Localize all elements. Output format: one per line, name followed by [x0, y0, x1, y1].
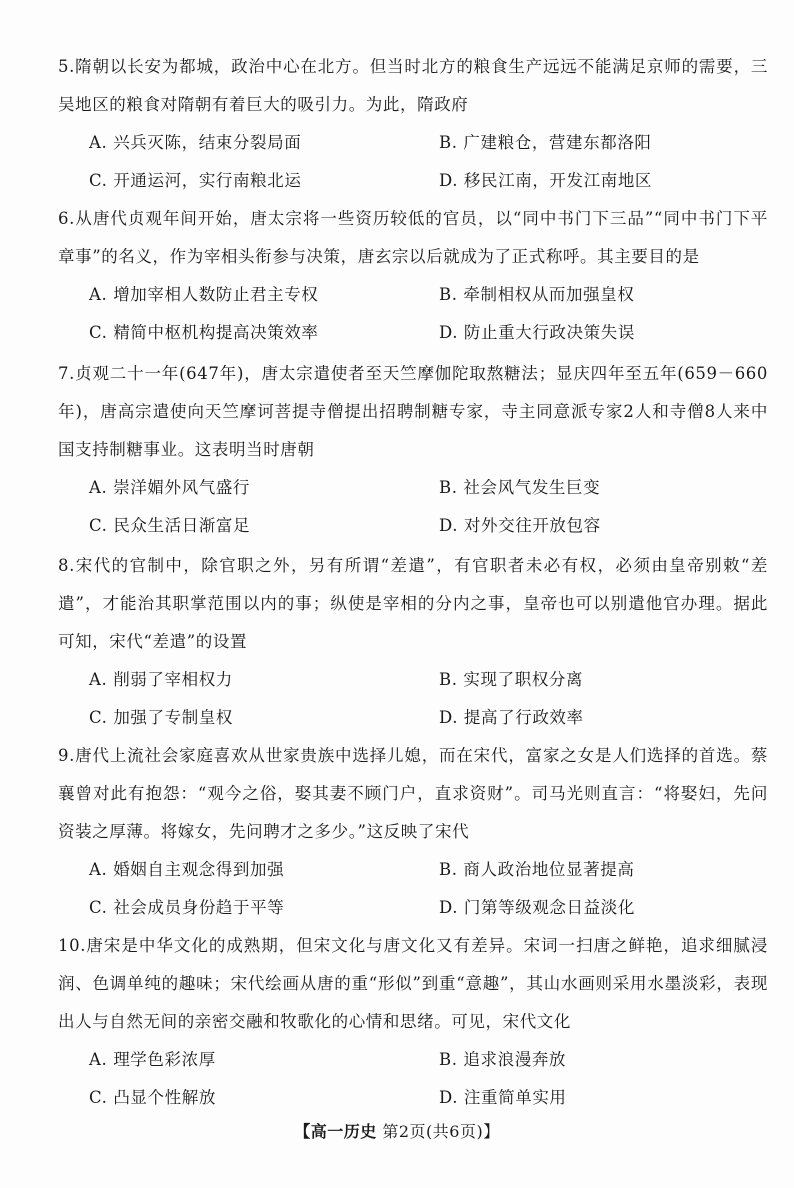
option-d: D. 注重简单实用	[439, 1088, 567, 1107]
option-a: A. 崇洋媚外风气盛行	[89, 478, 251, 497]
question-stem: 5.隋朝以长安为都城，政治中心在北方。但当时北方的粮食生产远远不能满足京师的需要，三吴地区的粮食对隋朝有着巨大的吸引力。为此，隋政府	[58, 57, 768, 114]
option-c: C. 开通运河，实行南粮北运	[89, 171, 302, 190]
options	[58, 469, 768, 545]
option-d: D. 移民江南，开发江南地区	[439, 171, 653, 190]
question-stem: 10.唐宋是中华文化的成熟期，但宋文化与唐文化又有差异。宋词一扫唐之鲜艳，追求细腻浸润、色调单纯的趣味；宋代绘画从唐的重“形似”到重“意趣”，其山水画则采用水墨淡彩，表现出人与自然无间的亲密交融和牧歌化的心情和思绪。可见，宋代文化	[58, 936, 768, 1031]
option-b: B. 商人政治地位显著提高	[439, 860, 635, 879]
footer-subject: 【高一历史	[294, 1122, 377, 1141]
option-b: B. 实现了职权分离	[439, 670, 584, 689]
option-a: A. 兴兵灭陈，结束分裂局面	[89, 133, 302, 152]
option-c: C. 精简中枢机构提高决策效率	[89, 323, 319, 342]
question-stem: 6.从唐代贞观年间开始，唐太宗将一些资历较低的官员，以“同中书门下三品”“同中书门下平章事”的名义，作为宰相头衔参与决策，唐玄宗以后就成为了正式称呼。其主要目的是	[58, 209, 768, 266]
options	[58, 851, 768, 927]
question-6	[58, 200, 768, 352]
option-a: A. 削弱了宰相权力	[89, 670, 233, 689]
question-stem: 8.宋代的官制中，除官职之外，另有所谓“差遣”，有官职者未必有权，必须由皇帝别敕“差遣”，才能治其职掌范围以内的事；纵使是宰相的分内之事，皇帝也可以别遣他官办理。据此可知，宋代“差遣”的设置	[58, 556, 768, 651]
option-d: D. 提高了行政效率	[439, 708, 584, 727]
option-d: D. 防止重大行政决策失误	[439, 323, 635, 342]
question-stem: 7.贞观二十一年(647年)，唐太宗遣使者至天竺摩伽陀取熬糖法；显庆四年至五年(659－660年)，唐高宗遣使向天竺摩诃菩提寺僧提出招聘制糖专家，寺主同意派专家2人和寺僧8人来中国支持制糖事业。这表明当时唐朝	[58, 364, 768, 459]
option-b: B. 牵制相权从而加强皇权	[439, 285, 635, 304]
option-d: D. 对外交往开放包容	[439, 516, 601, 535]
option-a: A. 理学色彩浓厚	[89, 1050, 216, 1069]
option-b: B. 广建粮仓，营建东都洛阳	[439, 133, 652, 152]
option-b: B. 社会风气发生巨变	[439, 478, 601, 497]
page-footer	[0, 1120, 794, 1144]
option-a: A. 婚姻自主观念得到加强	[89, 860, 285, 879]
option-c: C. 社会成员身份趋于平等	[89, 898, 285, 917]
option-a: A. 增加宰相人数防止君主专权	[89, 285, 319, 304]
option-c: C. 凸显个性解放	[89, 1088, 216, 1107]
option-c: C. 民众生活日渐富足	[89, 516, 251, 535]
options	[58, 1041, 768, 1117]
question-9	[58, 737, 768, 927]
option-b: B. 追求浪漫奔放	[439, 1050, 567, 1069]
question-5	[58, 48, 768, 200]
question-7	[58, 355, 768, 545]
options	[58, 276, 768, 352]
option-d: D. 门第等级观念日益淡化	[439, 898, 635, 917]
question-8	[58, 547, 768, 737]
question-stem: 9.唐代上流社会家庭喜欢从世家贵族中选择儿媳，而在宋代，富家之女是人们选择的首选。蔡襄曾对此有抱怨：“观今之俗，娶其妻不顾门户，直求资财”。司马光则直言：“将娶妇，先问资装之厚薄。将嫁女，先问聘才之多少。”这反映了宋代	[58, 746, 768, 841]
footer-page-number: 第2页(共6页)】	[382, 1122, 500, 1141]
option-c: C. 加强了专制皇权	[89, 708, 234, 727]
options	[58, 124, 768, 200]
options	[58, 661, 768, 737]
question-10	[58, 927, 768, 1117]
